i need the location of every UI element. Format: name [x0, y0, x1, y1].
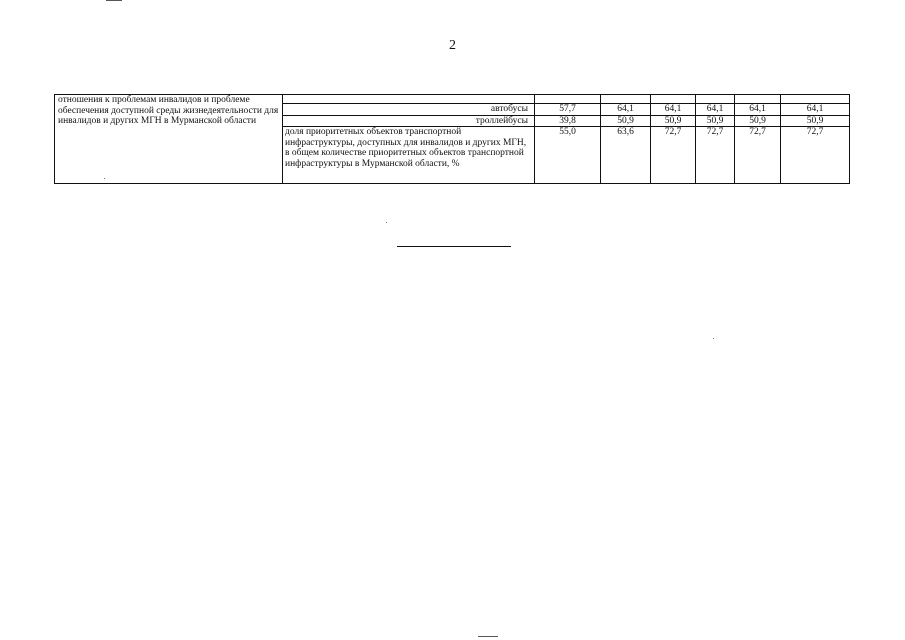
table-cell-value: 50,9 [651, 115, 696, 127]
table-cell-value: 50,9 [735, 115, 781, 127]
table-cell-value: 50,9 [601, 115, 651, 127]
table-cell-value: 72,7 [696, 127, 735, 184]
table-cell-label: автобусы [283, 104, 535, 116]
indicator-description: отношения к проблемам инвалидов и проблеме обеспечения доступной среды жизнедеятельности для инвалидов и других МГН в Мурманской области [55, 95, 283, 184]
table-cell-value [696, 95, 735, 104]
table-cell-value: 64,1 [651, 104, 696, 116]
table-cell-value [535, 95, 601, 104]
indicator-table [54, 94, 850, 184]
table-cell-value: 63,6 [601, 127, 651, 184]
scan-speck [713, 338, 714, 339]
table-cell-value: 57,7 [535, 104, 601, 116]
table-row [55, 95, 850, 104]
table-cell-value: 55,0 [535, 127, 601, 184]
table-cell-value: 64,1 [601, 104, 651, 116]
end-of-document-rule [397, 246, 511, 247]
table-cell-value: 72,7 [735, 127, 781, 184]
table-cell-value: 72,7 [651, 127, 696, 184]
table-cell-value [781, 95, 850, 104]
table-cell-value: 64,1 [735, 104, 781, 116]
scan-speck [104, 178, 105, 179]
table-cell-label: доля приоритетных объектов транспортной инфраструктуры, доступных для инвалидов и других МГН, в общем количестве приоритетных объектов транспортной инфраструктуры в Мурманской области, % [283, 127, 535, 184]
table-cell-value: 64,1 [696, 104, 735, 116]
table-cell-value [735, 95, 781, 104]
scan-speck [386, 222, 387, 223]
table-cell-value: 50,9 [781, 115, 850, 127]
scan-mark-bottom [478, 636, 498, 637]
page-number: 2 [449, 38, 456, 53]
table-cell-value [651, 95, 696, 104]
table-cell-value: 39,8 [535, 115, 601, 127]
table-cell-value: 64,1 [781, 104, 850, 116]
table-cell-label: троллейбусы [283, 115, 535, 127]
table-cell-value: 72,7 [781, 127, 850, 184]
table-cell-value [601, 95, 651, 104]
scan-mark-top [106, 0, 122, 1]
table-cell-label [283, 95, 535, 104]
table-cell-value: 50,9 [696, 115, 735, 127]
